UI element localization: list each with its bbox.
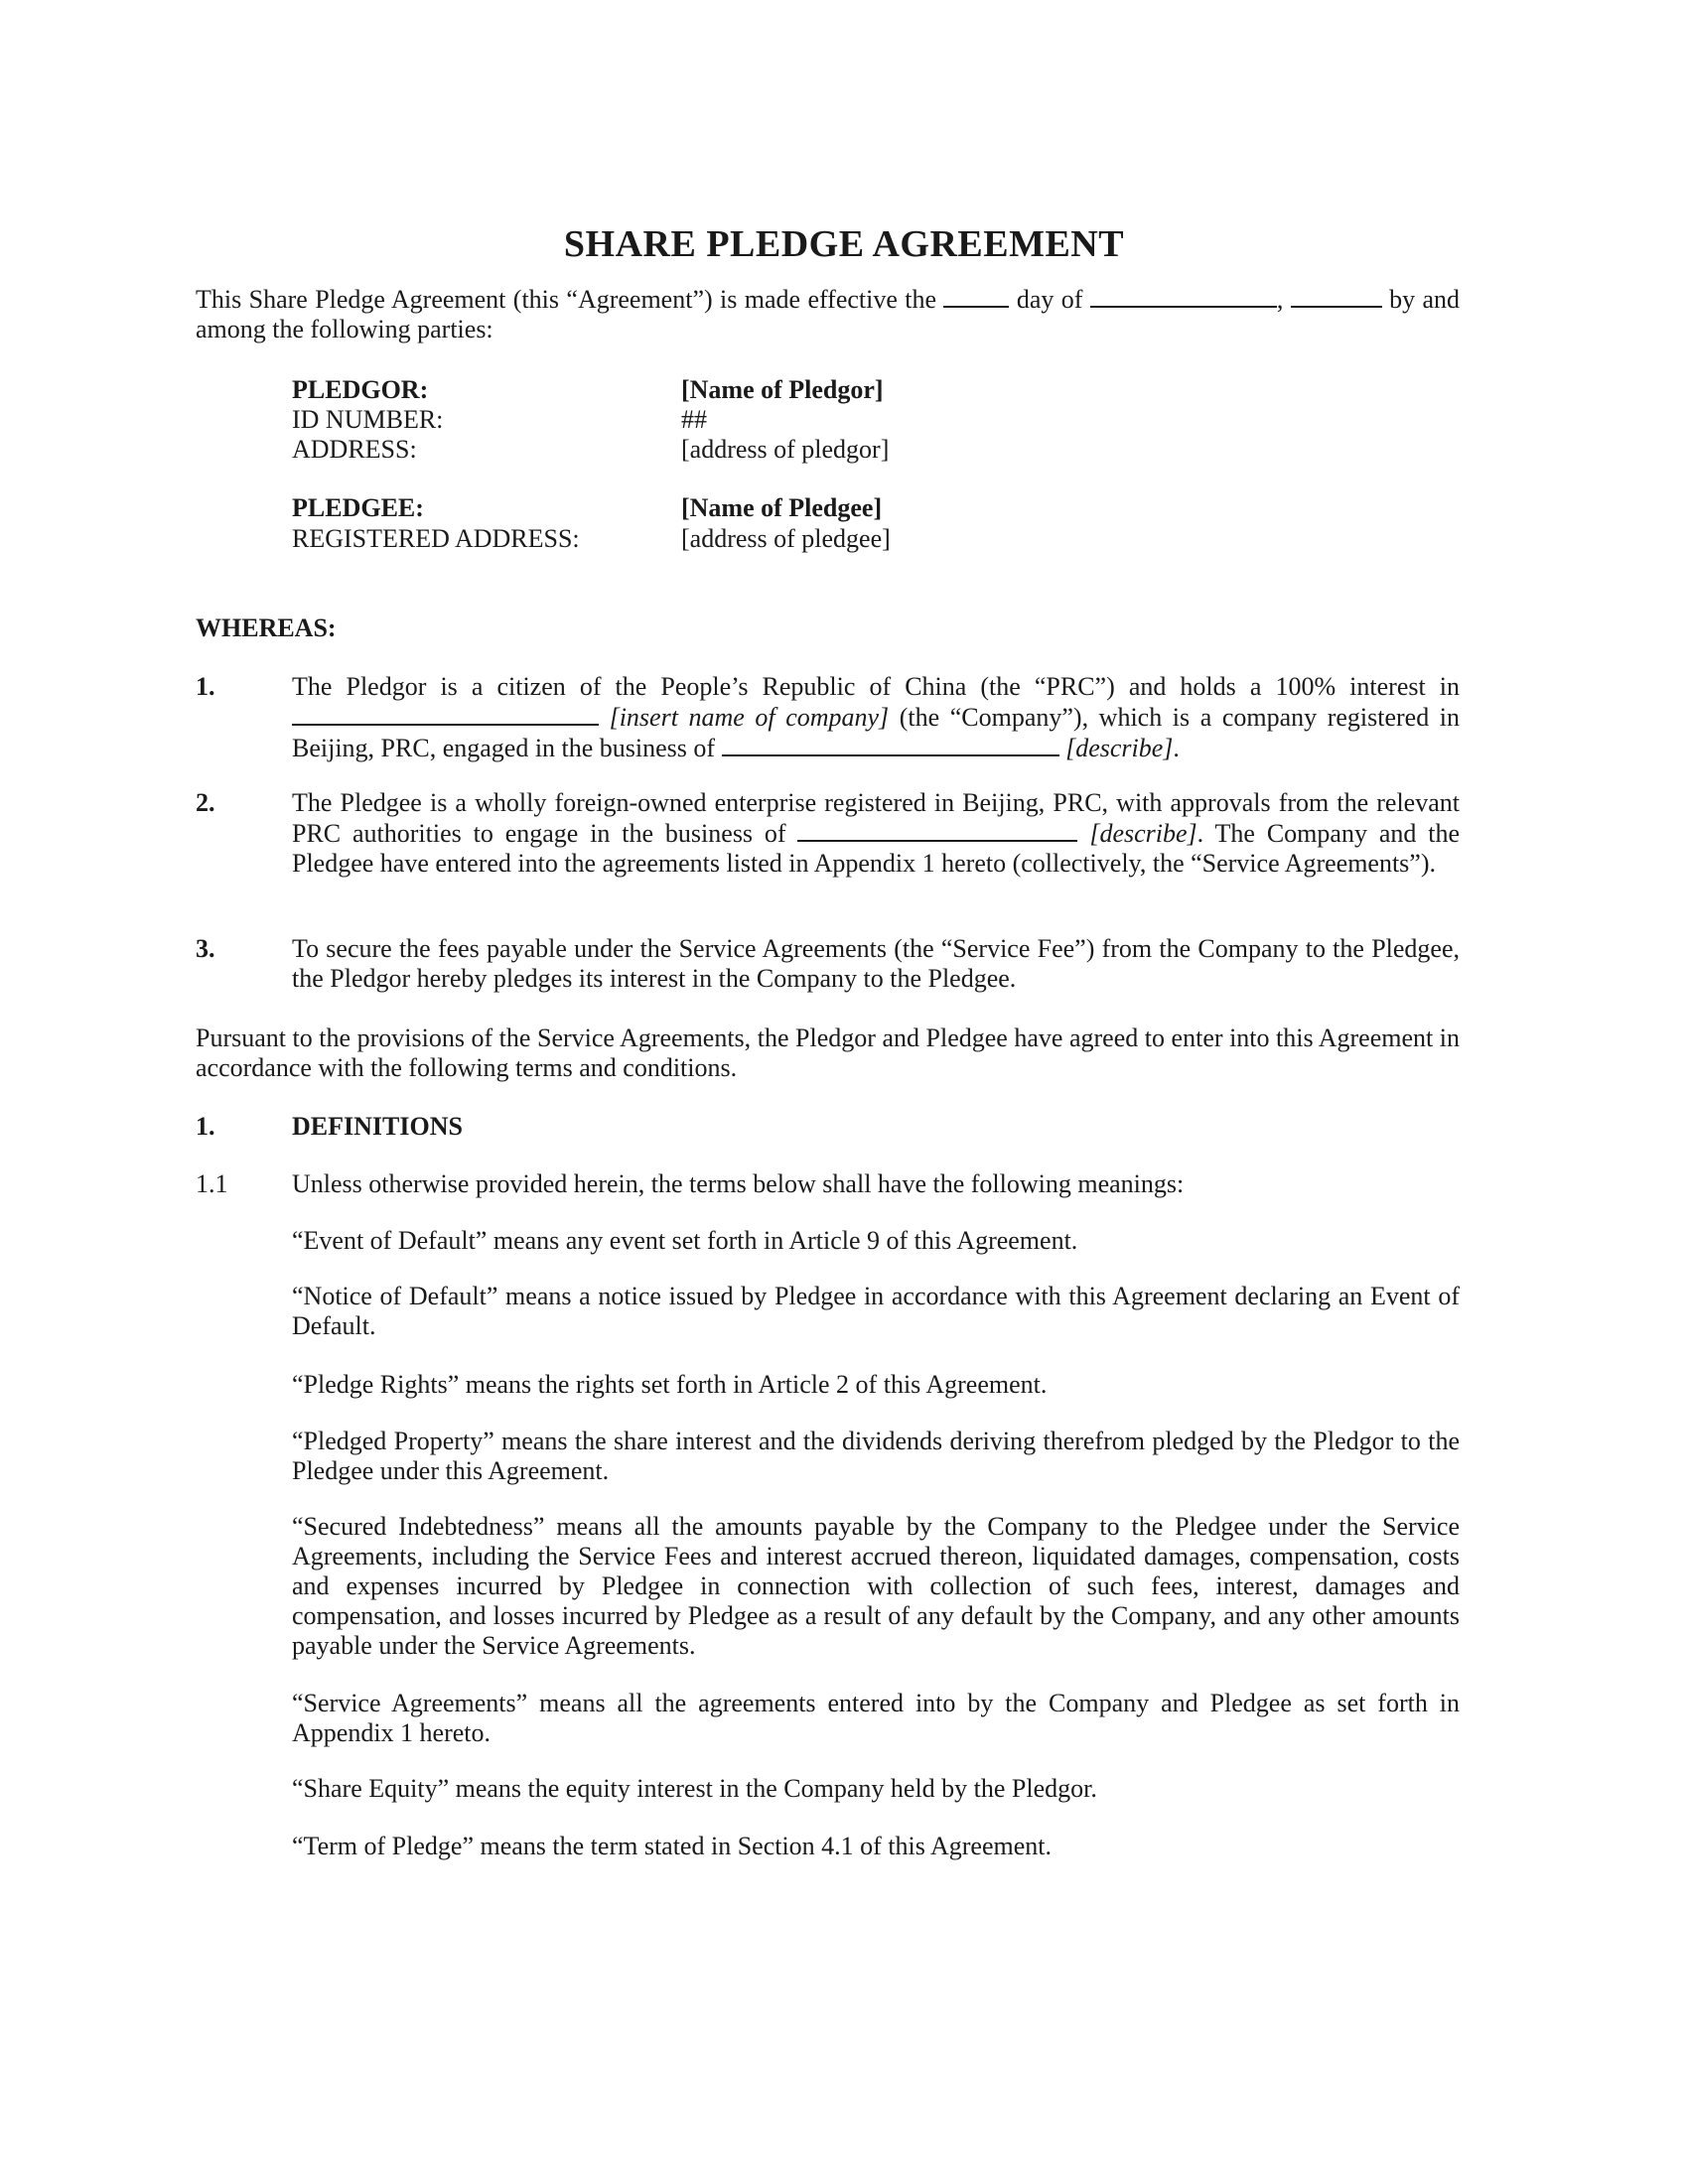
placeholder-text: [describe] [1089, 819, 1197, 848]
recital-number: 3. [196, 934, 215, 963]
business-blank [722, 733, 1059, 756]
company-name-blank [292, 702, 599, 726]
subsection-text: Unless otherwise provided herein, the terms below shall have the following meanings: [292, 1169, 1185, 1198]
recital-number: 1. [196, 672, 215, 701]
month-blank [1090, 284, 1277, 308]
pledgor-id-value: ## [681, 405, 707, 434]
intro-paragraph [196, 284, 1460, 344]
recital-text: The Pledgee is a wholly foreign-owned enterprise registered in Beijing, PRC, with approvals from the relevant PRC authorities to engage in the business of [292, 788, 1460, 848]
recital-text: The Pledgor is a citizen of the People’s Republic of China (the “PRC”) and holds a 100% interest in [292, 672, 1460, 701]
recital-3: To secure the fees payable under the Service Agreements (the “Service Fee”) from the Company to the Pledgee, the Pledgor hereby pledges its interest in the Company to the Pledgee. [292, 934, 1460, 993]
subsection-number: 1.1 [196, 1169, 228, 1198]
pledgor-label: PLEDGOR: [292, 375, 429, 404]
period: . [1173, 734, 1180, 762]
intro-text: day of [1016, 285, 1083, 314]
pledgor-address-label: ADDRESS: [292, 435, 417, 464]
section-number: 1. [196, 1112, 215, 1141]
recital-2 [292, 788, 1460, 879]
section-heading: DEFINITIONS [292, 1112, 463, 1141]
day-blank [943, 284, 1009, 308]
pursuant-paragraph: Pursuant to the provisions of the Service Agreements, the Pledgor and Pledgee have agreed to enter into this Agreement in accordance with the following terms and conditions. [196, 1024, 1460, 1082]
intro-text: by and among the following parties: [196, 285, 1461, 343]
definition-item: “Service Agreements” means all the agreements entered into by the Company and Pledgee as set forth in Appendix 1 hereto. [292, 1689, 1460, 1747]
pledgee-label: PLEDGEE: [292, 493, 424, 522]
definition-item: “Pledge Rights” means the rights set forth in Article 2 of this Agreement. [292, 1370, 1048, 1399]
pledgor-name: [Name of Pledgor] [681, 375, 884, 404]
recital-number: 2. [196, 788, 215, 817]
whereas-heading: WHEREAS: [196, 614, 337, 642]
comma: , [1276, 285, 1284, 314]
year-blank [1291, 284, 1382, 308]
definition-item: “Share Equity” means the equity interest in the Company held by the Pledgor. [292, 1774, 1097, 1803]
recital-text: (the “Company”), which is a company registered in Beijing, PRC, engaged in the business of [292, 703, 1461, 762]
pledgor-id-label: ID NUMBER: [292, 405, 444, 434]
pledgee-address-value: [address of pledgee] [681, 524, 891, 553]
definition-item: “Event of Default” means any event set forth in Article 9 of this Agreement. [292, 1226, 1078, 1255]
intro-text: This Share Pledge Agreement (this “Agreement”) is made effective the [196, 285, 937, 314]
pledgor-address-value: [address of pledgor] [681, 435, 890, 464]
definition-item: “Notice of Default” means a notice issued by Pledgee in accordance with this Agreement declaring an Event of Default. [292, 1282, 1460, 1340]
pledgee-address-label: REGISTERED ADDRESS: [292, 524, 580, 553]
definition-item: “Pledged Property” means the share interest and the dividends deriving therefrom pledged by the Pledgor to the Pledgee under this Agreement. [292, 1427, 1460, 1485]
definition-item: “Secured Indebtedness” means all the amounts payable by the Company to the Pledgee under the Service Agreements, including the Service Fees and interest accrued thereon, liquidated damages, compensation, costs and expenses incurred by Pledgee in connection with collection of such fees, interest, damages and compensation, and losses incurred by Pledgee as a result of any default by the Company, and any other amounts payable under the Service Agreements. [292, 1512, 1460, 1660]
business-blank [797, 818, 1077, 842]
placeholder-text: [describe] [1065, 734, 1174, 762]
definition-item: “Term of Pledge” means the term stated in Section 4.1 of this Agreement. [292, 1832, 1052, 1860]
document-title: SHARE PLEDGE AGREEMENT [563, 223, 1125, 265]
recital-1 [292, 672, 1460, 763]
placeholder-text: [insert name of company] [609, 703, 890, 732]
recital-text: . The Company and the Pledgee have entered into the agreements listed in Appendix 1 hereto (collectively, the “Service Agreements”). [292, 819, 1460, 878]
pledgee-name: [Name of Pledgee] [681, 493, 883, 522]
